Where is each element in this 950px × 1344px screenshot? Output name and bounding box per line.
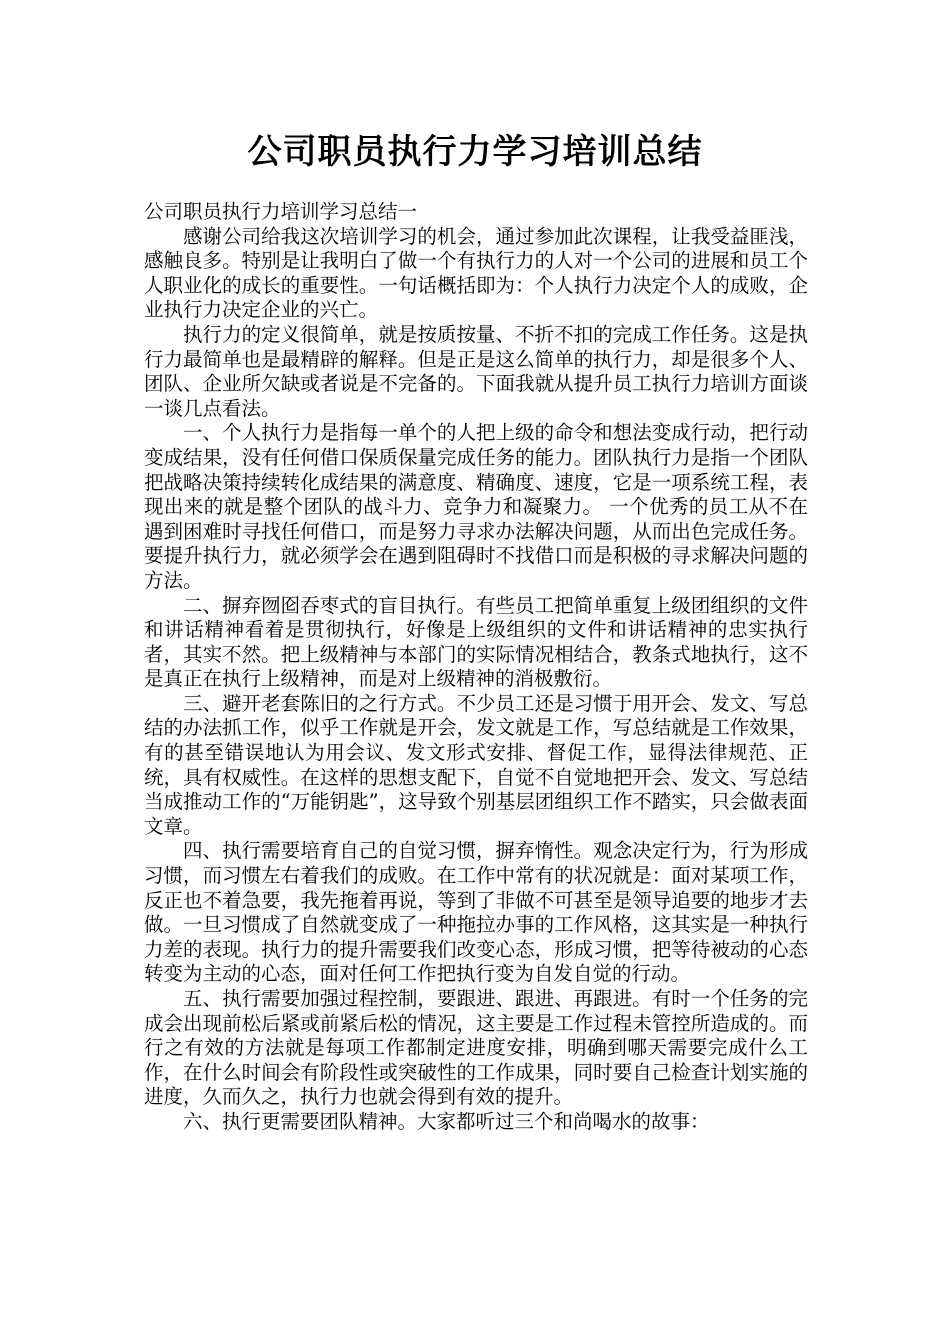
document-title: 公司职员执行力学习培训总结 xyxy=(247,132,703,172)
paragraph-point-4: 四、执行需要培育自己的自觉习惯，摒弃惰性。观念决定行为，行为形成习惯，而习惯左右着我们的成败。在工作中常有的状况就是：面对某项工作，反正也不着急要，我先拖着再说，等到了非做不可甚至是领导追要的地步才去做。一旦习惯成了自然就变成了一种拖拉办事的工作风格，这其实是一种执行力差的表现。执行力的提升需要我们改变心态，形成习惯，把等待被动的心态转变为主动的心态，面对任何工作把执行变为自发自觉的行动。 xyxy=(144,839,808,986)
paragraph-point-3: 三、避开老套陈旧的之行方式。不少员工还是习惯于用开会、发文、写总结的办法抓工作，似乎工作就是开会，发文就是工作，写总结就是工作效果，有的甚至错误地认为用会议、发文形式安排、督促工作，显得法律规范、正统，具有权威性。在这样的思想支配下，自觉不自觉地把开会、发文、写总结当成推动工作的“万能钥匙”，这导致个别基层团组织工作不踏实，只会做表面文章。 xyxy=(144,691,808,838)
paragraph-point-1: 一、个人执行力是指每一单个的人把上级的命令和想法变成行动，把行动变成结果，没有任何借口保质保量完成任务的能力。团队执行力是指一个团队把战略决策持续转化成结果的满意度、精确度、速度，它是一项系统工程，表现出来的就是整个团队的战斗力、竞争力和凝聚力。 一个优秀的员工从不在遇到困难时寻找任何借口，而是努力寻求办法解决问题，从而出色完成任务。要提升执行力，就必须学会在遇到阻碍时不找借口而是积极的寻求解决问题的方法。 xyxy=(144,421,808,592)
paragraph-definition: 执行力的定义很简单，就是按质按量、不折不扣的完成工作任务。这是执行力最简单也是最精辟的解释。但是正是这么简单的执行力，却是很多个人、团队、企业所欠缺或者说是不完备的。下面我就从提升员工执行力培训方面谈一谈几点看法。 xyxy=(144,322,808,420)
document-body xyxy=(144,200,808,1135)
paragraph-point-5: 五、执行需要加强过程控制，要跟进、跟进、再跟进。有时一个任务的完成会出现前松后紧或前紧后松的情况，这主要是工作过程未管控所造成的。而行之有效的方法就是每项工作都制定进度安排，明确到哪天需要完成什么工作，在什么时间会有阶段性或突破性的工作成果，同时要自己检查计划实施的进度，久而久之，执行力也就会得到有效的提升。 xyxy=(144,987,808,1109)
document-subtitle: 公司职员执行力培训学习总结一 xyxy=(144,200,418,223)
paragraph-point-2: 二、摒弃囫囵吞枣式的盲目执行。有些员工把简单重复上级团组织的文件和讲话精神看着是贯彻执行，好像是上级组织的文件和讲话精神的忠实执行者，其实不然。把上级精神与本部门的实际情况相结合，教条式地执行，这不是真正在执行上级精神，而是对上级精神的消极敷衍。 xyxy=(144,593,808,691)
paragraph-intro: 感谢公司给我这次培训学习的机会，通过参加此次课程，让我受益匪浅，感触良多。特别是让我明白了做一个有执行力的人对一个公司的进展和员工个人职业化的成长的重要性。一句话概括即为：个人执行力决定个人的成败，企业执行力决定企业的兴亡。 xyxy=(144,224,808,322)
paragraph-point-6: 六、执行更需要团队精神。大家都听过三个和尚喝水的故事： xyxy=(183,1109,710,1133)
